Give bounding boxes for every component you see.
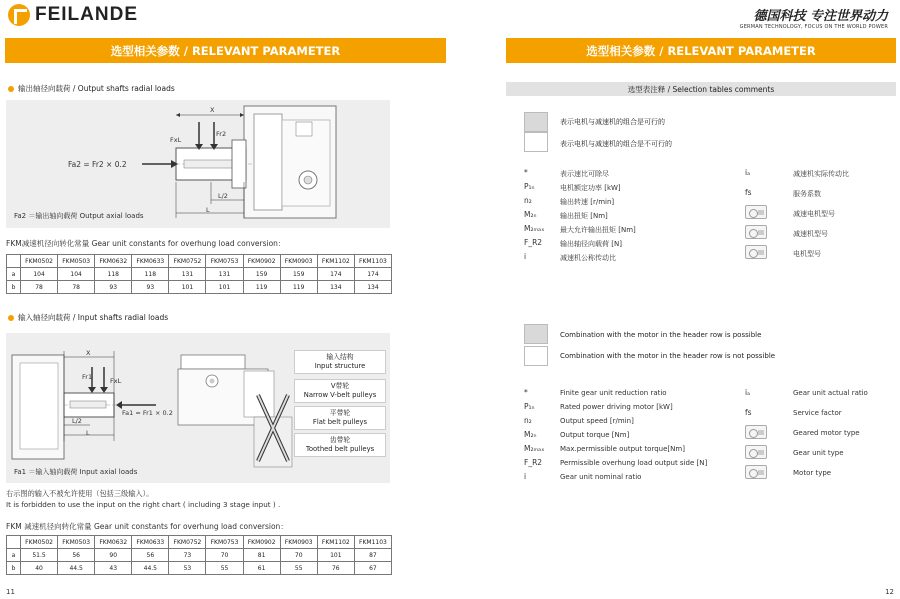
table-cell: 119 <box>280 281 317 294</box>
output-dim-x: X <box>210 106 215 114</box>
legend-description: Gear unit actual ratio <box>793 389 868 397</box>
table-header-row <box>7 255 392 268</box>
input-fxl-label: FxL <box>110 377 122 385</box>
table-cell: 55 <box>206 562 243 575</box>
legend-symbol: * <box>524 168 528 177</box>
output-section-label: 输出轴径向载荷 / Output shafts radial loads <box>18 84 175 93</box>
table-header-cell: FKM0903 <box>280 255 317 268</box>
table-cell: 93 <box>132 281 169 294</box>
output-dim-l2: L/2 <box>218 192 228 200</box>
legend-symbol: i <box>524 252 527 261</box>
table-row <box>7 549 392 562</box>
table-header-cell: FKM0503 <box>58 536 95 549</box>
table-cell: 76 <box>317 562 354 575</box>
table-header-cell: FKM1103 <box>354 536 391 549</box>
input-formula: Fa1 = Fr1 × 0.2 <box>122 409 173 417</box>
table-header-cell: FKM0753 <box>206 255 243 268</box>
legend-symbol: fs <box>745 408 752 417</box>
output-section-title <box>8 83 175 94</box>
input-constants-table <box>6 535 392 575</box>
legend-symbol: iₐ <box>745 168 751 177</box>
table-header-row <box>7 536 392 549</box>
legend-description: 表示速比可除尽 <box>560 170 609 178</box>
table-cell: 70 <box>206 549 243 562</box>
motor-type-icon <box>745 445 767 459</box>
motor-type-icon <box>745 465 767 479</box>
legend-symbol: iₐ <box>745 388 751 397</box>
legend-description: Gear unit type <box>793 449 844 457</box>
table-row-label: a <box>7 549 21 562</box>
table-row <box>7 268 392 281</box>
brand-logo <box>8 4 138 26</box>
bullet-dot-icon <box>8 86 14 92</box>
table-cell: 43 <box>95 562 132 575</box>
legend-description: 服务系数 <box>793 190 821 198</box>
legend-description: Rated power driving motor [kW] <box>560 403 673 411</box>
table-cell: 40 <box>21 562 58 575</box>
table-header-cell: FKM0752 <box>169 536 206 549</box>
table-header-cell: FKM0502 <box>21 255 58 268</box>
table-cell: 78 <box>21 281 58 294</box>
output-fr2-label: Fr2 <box>216 130 227 138</box>
comments-title-bar <box>506 82 896 96</box>
slogan-cn: 德国科技 专注世界动力 <box>753 9 888 24</box>
table-cell: 51.5 <box>21 549 58 562</box>
legend-description: Output speed [r/min] <box>560 417 634 425</box>
table-cell: 104 <box>58 268 95 281</box>
table-header-cell: FKM0902 <box>243 536 280 549</box>
output-shaft-drawing <box>6 100 390 228</box>
table-cell: 118 <box>95 268 132 281</box>
table-header-cell: FKM0632 <box>95 536 132 549</box>
brand-name: FEILANDE <box>35 4 138 25</box>
structure-flat-belt: 平带轮 Flat belt pulleys <box>294 406 386 430</box>
table-cell: 87 <box>354 549 391 562</box>
structure-header: 输入结构 Input structure <box>294 350 386 374</box>
table-cell: 134 <box>354 281 391 294</box>
forbid-note-en: It is forbidden to use the input on the right chart ( including 3 stage input ) . <box>6 500 281 509</box>
table-cell: 119 <box>243 281 280 294</box>
legend-description: 输出转速 [r/min] <box>560 198 615 206</box>
table-header-cell: FKM0633 <box>132 536 169 549</box>
legend-symbol: P₁ₙ <box>524 402 535 411</box>
legend-symbol: M₂ₘₐₓ <box>524 444 545 453</box>
output-table-title: FKM减速机径向转化常量 Gear unit constants for overhung load conversion： <box>6 239 286 248</box>
table-row-label: b <box>7 562 21 575</box>
left-banner: 选型相关参数 / RELEVANT PARAMETER <box>5 38 446 63</box>
legend-description: 减速机实际传动比 <box>793 170 849 178</box>
legend-description: 输出扭矩 [Nm] <box>560 212 608 220</box>
input-axial-note: Fa1 ＝输入轴向载荷 Input axial loads <box>14 468 138 476</box>
table-header-cell: FKM1102 <box>317 255 354 268</box>
table-row-label: b <box>7 281 21 294</box>
legend-symbol: M₂ₙ <box>524 430 537 439</box>
table-cell: 44.5 <box>58 562 95 575</box>
legend-symbol: M₂ₙ <box>524 210 537 219</box>
table-cell: 93 <box>95 281 132 294</box>
table-cell: 101 <box>206 281 243 294</box>
table-cell: 90 <box>95 549 132 562</box>
table-cell: 61 <box>243 562 280 575</box>
legend-description: Max.permissible output torque[Nm] <box>560 445 685 453</box>
motor-type-icon <box>745 205 767 219</box>
table-header-cell: FKM0632 <box>95 255 132 268</box>
motor-type-icon <box>745 245 767 259</box>
legend-symbol: n₂ <box>524 416 532 425</box>
input-section-title <box>8 312 168 323</box>
table-cell: 104 <box>21 268 58 281</box>
table-cell: 81 <box>243 549 280 562</box>
table-row <box>7 562 392 575</box>
output-fxl-label: FxL <box>170 136 182 144</box>
legend-description: 减速电机型号 <box>793 210 835 218</box>
legend-description: Geared motor type <box>793 429 860 437</box>
legend-symbol: i <box>524 472 527 481</box>
input-dim-l2: L/2 <box>72 417 82 425</box>
table-cell: 131 <box>206 268 243 281</box>
table-header-cell: FKM0503 <box>58 255 95 268</box>
table-row <box>7 281 392 294</box>
table-header-cell: FKM0903 <box>280 536 317 549</box>
output-constants-table <box>6 254 392 294</box>
legend-symbol: F_R2 <box>524 238 543 247</box>
legend-description: Service factor <box>793 409 842 417</box>
legend-description: Gear unit nominal ratio <box>560 473 642 481</box>
swatch-possible <box>524 112 548 132</box>
table-header-cell: FKM1103 <box>354 255 391 268</box>
comments-title: 选型表注释 / Selection tables comments <box>627 84 775 94</box>
legend-description: 电机型号 <box>793 250 821 258</box>
motor-type-icon <box>745 425 767 439</box>
table-row-label: a <box>7 268 21 281</box>
legend-symbol: M₂ₘₐₓ <box>524 224 545 233</box>
legend-description: Output torque [Nm] <box>560 431 630 439</box>
table-header-cell: FKM1102 <box>317 536 354 549</box>
legend-description: Finite gear unit reduction ratio <box>560 389 667 397</box>
right-banner: 选型相关参数 / RELEVANT PARAMETER <box>506 38 896 63</box>
legend-symbol: fs <box>745 188 752 197</box>
table-corner-cell <box>7 536 21 549</box>
table-cell: 53 <box>169 562 206 575</box>
input-dim-x: X <box>86 349 91 357</box>
input-fr1-label: Fr1 <box>82 373 93 381</box>
table-header-cell: FKM0752 <box>169 255 206 268</box>
forbid-note-cn: 右示图的输入不被允许使用（包括三级输入）。 <box>6 489 154 498</box>
table-cell: 78 <box>58 281 95 294</box>
swatch-impossible <box>524 132 548 152</box>
table-cell: 44.5 <box>132 562 169 575</box>
table-cell: 56 <box>58 549 95 562</box>
page-number-left: 11 <box>6 588 15 596</box>
table-cell: 159 <box>280 268 317 281</box>
impossible-en: Combination with the motor in the header row is not possible <box>560 352 776 360</box>
legend-description: Motor type <box>793 469 832 477</box>
legend-symbol: P₁ₙ <box>524 182 535 191</box>
table-cell: 174 <box>354 268 391 281</box>
motor-type-icon <box>745 225 767 239</box>
legend-symbol: F_R2 <box>524 458 543 467</box>
table-cell: 134 <box>317 281 354 294</box>
table-cell: 101 <box>169 281 206 294</box>
input-section-label: 输入轴径向载荷 / Input shafts radial loads <box>18 313 169 322</box>
structure-v-belt: V带轮 Narrow V-belt pulleys <box>294 379 386 403</box>
legend-description: 减速机公称传动比 <box>560 254 616 262</box>
legend-description: 最大允许输出扭矩 [Nm] <box>560 226 636 234</box>
output-axial-note: Fa2 ＝输出轴向载荷 Output axial loads <box>14 212 144 220</box>
bullet-dot-icon <box>8 315 14 321</box>
table-header-cell: FKM0902 <box>243 255 280 268</box>
possible-cn: 表示电机与减速机的组合是可行的 <box>560 118 665 126</box>
table-cell: 118 <box>132 268 169 281</box>
output-dim-l: L <box>206 206 210 214</box>
legend-description: 电机额定功率 [kW] <box>560 184 621 192</box>
input-table-title: FKM 减速机径向转化常量 Gear unit constants for overhung load conversion： <box>6 522 288 531</box>
table-cell: 73 <box>169 549 206 562</box>
input-dim-l: L <box>86 429 90 437</box>
table-cell: 70 <box>280 549 317 562</box>
structure-toothed-belt: 齿带轮 Toothed belt pulleys <box>294 433 386 457</box>
table-cell: 56 <box>132 549 169 562</box>
logo-mark-icon <box>8 4 30 26</box>
brand-slogan <box>740 5 888 30</box>
swatch-possible-en <box>524 324 548 344</box>
table-corner-cell <box>7 255 21 268</box>
table-header-cell: FKM0502 <box>21 536 58 549</box>
legend-description: 减速机型号 <box>793 230 828 238</box>
table-cell: 131 <box>169 268 206 281</box>
table-cell: 159 <box>243 268 280 281</box>
table-cell: 101 <box>317 549 354 562</box>
legend-description: 输出轴径向载荷 [N] <box>560 240 622 248</box>
possible-en: Combination with the motor in the header row is possible <box>560 331 762 339</box>
page-number-right: 12 <box>885 588 894 596</box>
swatch-impossible-en <box>524 346 548 366</box>
table-header-cell: FKM0753 <box>206 536 243 549</box>
slogan-en: GERMAN TECHNOLOGY, FOCUS ON THE WORLD POWER <box>739 24 888 30</box>
impossible-cn: 表示电机与减速机的组合是不可行的 <box>560 140 672 148</box>
legend-symbol: * <box>524 388 528 397</box>
output-formula: Fa2 = Fr2 × 0.2 <box>68 160 127 169</box>
right-page <box>450 0 900 599</box>
legend-description: Permissible overhung load output side [N] <box>560 459 708 467</box>
table-cell: 55 <box>280 562 317 575</box>
output-shaft-figure <box>6 100 390 228</box>
table-cell: 174 <box>317 268 354 281</box>
table-header-cell: FKM0633 <box>132 255 169 268</box>
table-cell: 67 <box>354 562 391 575</box>
legend-symbol: n₂ <box>524 196 532 205</box>
